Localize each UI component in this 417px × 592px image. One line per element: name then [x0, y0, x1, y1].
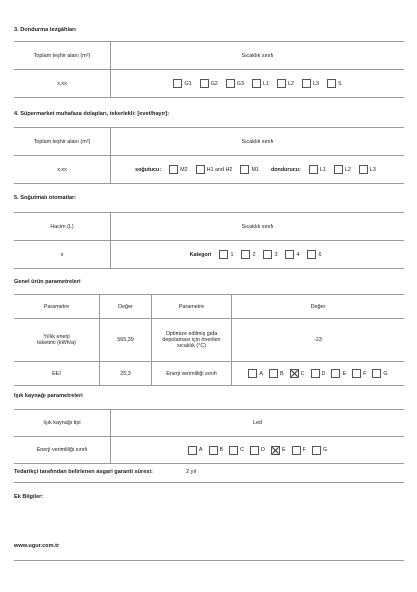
cooler-label: soğutucu:	[135, 166, 162, 173]
class-checkbox-s[interactable]: S	[327, 79, 342, 88]
light-type-value: Led	[110, 410, 404, 436]
energy-class-options	[231, 362, 404, 385]
storage-temp-label: Optimize edilmiş gıda depolaması için önerilen sıcaklık (°C)	[151, 319, 231, 361]
freezer-checkbox-l3[interactable]: L3	[359, 165, 376, 174]
light-title: Işık kaynağı parametreleri	[14, 393, 83, 399]
extra-info-label: Ek Bilgiler:	[14, 494, 44, 500]
class-checkbox-g2[interactable]: G2	[200, 79, 218, 88]
general-header-param1: Parametre	[43, 303, 70, 310]
category-checkbox-3[interactable]: 3	[263, 250, 277, 259]
cooler-checkbox-m1[interactable]: M1	[240, 165, 259, 174]
energy-checkbox-c-checked[interactable]: C	[290, 369, 305, 378]
light-checkbox-e-checked[interactable]: E	[271, 446, 286, 455]
cooler-checkbox-h1h2[interactable]: H1 and H2	[196, 165, 233, 174]
section4-value: x,xx	[57, 166, 67, 173]
eei-value: 25,3	[99, 362, 151, 385]
light-class-label: Enerji verimliliği sınıfı	[36, 447, 88, 453]
section5-table	[14, 212, 404, 269]
divider	[14, 482, 404, 483]
section5-value: x	[60, 251, 64, 258]
freezer-checkbox-l2[interactable]: L2	[334, 165, 351, 174]
category-checkbox-1[interactable]: 1	[219, 250, 233, 259]
class-checkbox-l1[interactable]: L1	[252, 79, 269, 88]
energy-checkbox-b[interactable]: B	[269, 369, 284, 378]
energy-checkbox-f[interactable]: F	[352, 369, 366, 378]
class-checkbox-g3[interactable]: G3	[226, 79, 244, 88]
footer-divider	[14, 560, 404, 561]
general-table	[14, 294, 404, 386]
category-checkbox-4[interactable]: 4	[285, 250, 299, 259]
class-checkbox-l3[interactable]: L3	[302, 79, 319, 88]
light-checkbox-g[interactable]: G	[312, 446, 327, 455]
freezer-label: dondurucu:	[270, 166, 301, 173]
light-class-options	[110, 437, 404, 463]
category-checkbox-6[interactable]: 6	[307, 250, 321, 259]
cooler-checkbox-m2[interactable]: M2	[169, 165, 188, 174]
light-type-label: Işık kaynağı tipi	[43, 420, 81, 426]
section4-table	[14, 127, 404, 184]
energy-checkbox-g[interactable]: G	[372, 369, 387, 378]
section4-col1-header: Toplam teşhir alanı (m²)	[33, 138, 91, 145]
category-label: Kategori	[189, 251, 212, 258]
section3-title: 3. Dondurma tezgâhları	[14, 27, 76, 33]
section3-class-options	[110, 70, 404, 97]
section5-col2-header: Sıcaklık sınıfı	[110, 213, 404, 240]
energy-checkbox-d[interactable]: D	[311, 369, 326, 378]
section3-table	[14, 41, 404, 98]
general-header-value2: Değer	[231, 295, 404, 318]
general-header-param2: Parametre	[151, 295, 231, 318]
warranty-value: 2 yıl	[186, 469, 197, 475]
freezer-checkbox-l1[interactable]: L1	[309, 165, 326, 174]
section5-category-options	[110, 241, 404, 268]
storage-temp-value: -23	[231, 319, 404, 361]
light-checkbox-c[interactable]: C	[229, 446, 244, 455]
energy-checkbox-a[interactable]: A	[248, 369, 263, 378]
section3-col2-header: Sıcaklık sınıfı	[110, 42, 404, 69]
light-checkbox-d[interactable]: D	[250, 446, 265, 455]
section4-col2-header: Sıcaklık sınıfı	[110, 128, 404, 155]
section5-title: 5. Soğutmalı otomatlar:	[14, 195, 77, 201]
energy-class-label: Enerji verimliliği sınıfı	[151, 362, 231, 385]
warranty-label: Tedarikçi tarafından belirlenen asgari garanti süresi:	[14, 469, 153, 475]
general-header-value1: Değer	[99, 295, 151, 318]
general-title: Genel ürün parametreleri	[14, 279, 81, 285]
category-checkbox-2[interactable]: 2	[241, 250, 255, 259]
eei-label: EEI	[52, 370, 61, 377]
class-checkbox-l2[interactable]: L2	[277, 79, 294, 88]
section5-col1-header: Hacim (L)	[50, 223, 74, 230]
light-checkbox-a[interactable]: A	[188, 446, 203, 455]
class-checkbox-g1[interactable]: G1	[173, 79, 191, 88]
energy-checkbox-e[interactable]: E	[331, 369, 346, 378]
annual-energy-value: 565,39	[99, 319, 151, 361]
light-table	[14, 409, 404, 464]
light-checkbox-f[interactable]: F	[292, 446, 306, 455]
footer-website: www.ugur.com.tr	[14, 543, 60, 549]
section4-title: 4. Süpermarket muhafaza dolapları, tekerlekli: [evet/hayır]:	[14, 111, 170, 117]
annual-energy-label: Yıllık enerji tüketimi (kWh/a)	[37, 334, 76, 346]
light-checkbox-b[interactable]: B	[209, 446, 224, 455]
section4-class-options	[110, 156, 404, 183]
section3-col1-header: Toplam teşhir alanı (m²)	[33, 52, 91, 59]
section3-value: x,xx	[57, 80, 67, 87]
